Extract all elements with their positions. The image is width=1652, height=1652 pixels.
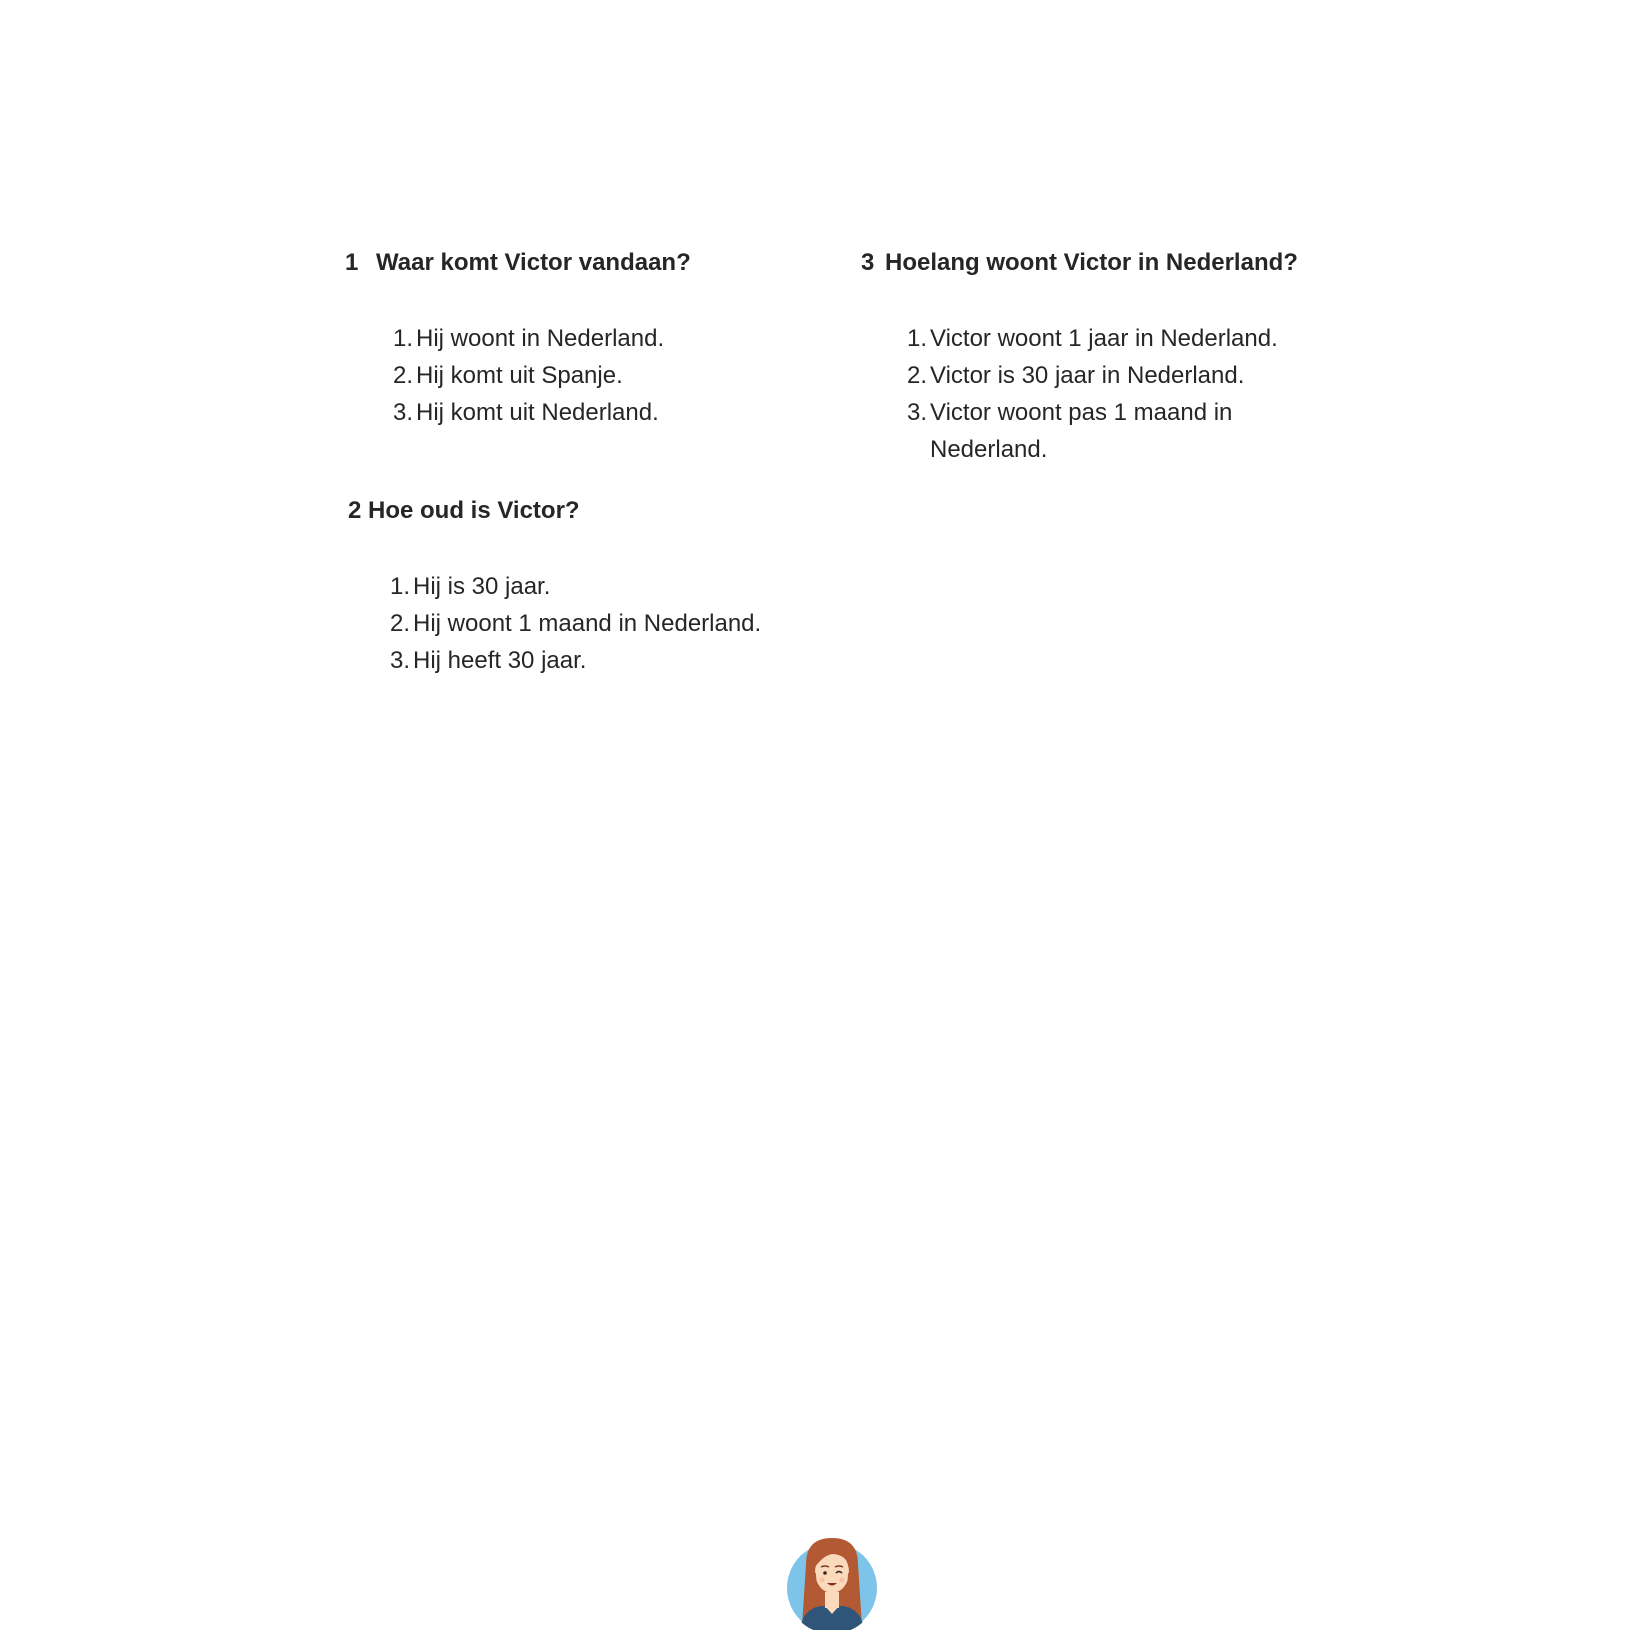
answer-option bbox=[393, 357, 664, 394]
question-1-number: 1 bbox=[345, 249, 359, 276]
avatar-illustration bbox=[782, 1530, 882, 1630]
question-1-answers bbox=[393, 320, 664, 431]
answer-number: 2. bbox=[393, 362, 414, 389]
question-3-answers bbox=[907, 320, 1287, 468]
question-3 bbox=[861, 248, 1321, 463]
answer-text: Hij woont in Nederland. bbox=[416, 325, 665, 352]
answer-number: 2. bbox=[907, 362, 928, 389]
question-2-text: Hoe oud is Victor? bbox=[368, 497, 580, 524]
answer-text: Victor woont pas 1 maand in Nederland. bbox=[930, 399, 1233, 463]
answer-number: 3. bbox=[907, 399, 928, 426]
woman-avatar-icon bbox=[782, 1530, 882, 1630]
question-2 bbox=[348, 496, 798, 674]
answer-option bbox=[390, 568, 761, 605]
answer-number: 1. bbox=[393, 325, 414, 352]
answer-option bbox=[390, 642, 761, 679]
answer-option bbox=[907, 320, 1287, 357]
answer-number: 3. bbox=[390, 647, 411, 674]
question-3-number: 3 bbox=[861, 249, 875, 276]
avatar-neck bbox=[825, 1592, 839, 1608]
avatar-eye-left bbox=[823, 1571, 827, 1575]
question-2-title bbox=[348, 496, 798, 526]
question-3-text: Hoelang woont Victor in Nederland? bbox=[885, 249, 1298, 276]
question-1 bbox=[345, 248, 795, 426]
answer-number: 2. bbox=[390, 610, 411, 637]
question-1-text: Waar komt Victor vandaan? bbox=[376, 249, 691, 276]
avatar-cheek-right bbox=[840, 1578, 845, 1583]
answer-number: 1. bbox=[907, 325, 928, 352]
answer-option bbox=[907, 357, 1287, 394]
answer-text: Hij woont 1 maand in Nederland. bbox=[413, 610, 762, 637]
question-2-number: 2 bbox=[348, 497, 362, 524]
answer-text: Hij komt uit Spanje. bbox=[416, 362, 623, 389]
answer-option bbox=[393, 320, 664, 357]
answer-number: 3. bbox=[393, 399, 414, 426]
answer-text: Hij komt uit Nederland. bbox=[416, 399, 659, 426]
question-2-answers bbox=[390, 568, 761, 679]
avatar-cheek-left bbox=[820, 1578, 825, 1583]
question-3-title bbox=[861, 248, 1321, 278]
question-1-title bbox=[345, 248, 795, 278]
answer-option bbox=[393, 394, 664, 431]
answer-text: Victor is 30 jaar in Nederland. bbox=[930, 362, 1245, 389]
answer-option bbox=[907, 394, 1287, 468]
answer-number: 1. bbox=[390, 573, 411, 600]
answer-text: Hij is 30 jaar. bbox=[413, 573, 551, 600]
answer-text: Victor woont 1 jaar in Nederland. bbox=[930, 325, 1278, 352]
answer-option bbox=[390, 605, 761, 642]
answer-text: Hij heeft 30 jaar. bbox=[413, 647, 587, 674]
